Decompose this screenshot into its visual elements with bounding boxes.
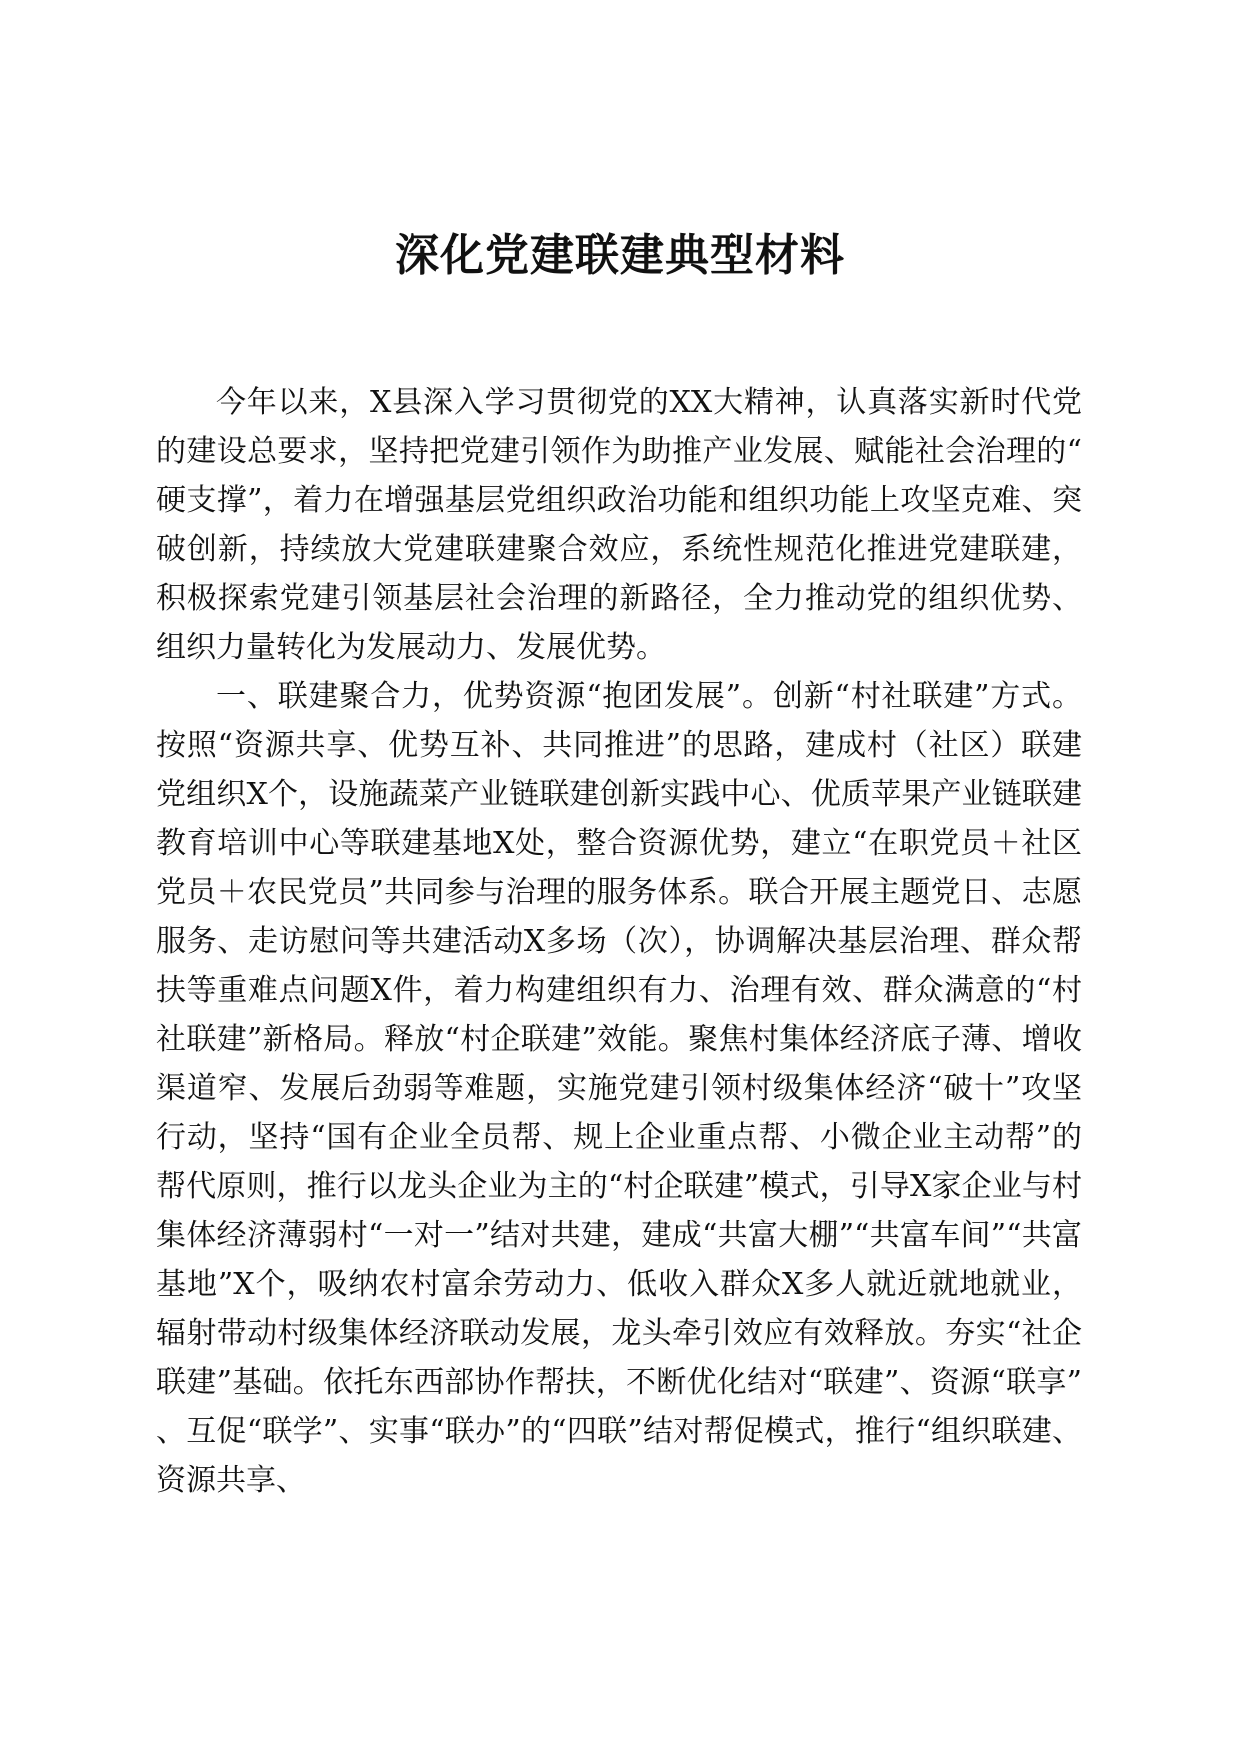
paragraph-intro: 今年以来，X县深入学习贯彻党的XX大精神，认真落实新时代党的建设总要求，坚持把党建引领作为助推产业发展、赋能社会治理的“硬支撑”，着力在增强基层党组织政治功能和组织功能上攻坚克难、突破创新，持续放大党建联建聚合效应，系统性规范化推进党建联建，积极探索党建引领基层社会治理的新路径，全力推动党的组织优势、组织力量转化为发展动力、发展优势。 — [156, 385, 1082, 665]
document-body — [156, 378, 1082, 1505]
document-title: 深化党建联建典型材料 — [395, 230, 845, 281]
paragraph-section-one: 一、联建聚合力，优势资源“抱团发展”。创新“村社联建”方式。按照“资源共享、优势互补、共同推进”的思路，建成村（社区）联建党组织X个，设施蔬菜产业链联建创新实践中心、优质苹果产业链联建教育培训中心等联建基地X处，整合资源优势，建立“在职党员＋社区党员＋农民党员”共同参与治理的服务体系。联合开展主题党日、志愿服务、走访慰问等共建活动X多场（次），协调解决基层治理、群众帮扶等重难点问题X件，着力构建组织有力、治理有效、群众满意的“村社联建”新格局。释放“村企联建”效能。聚焦村集体经济底子薄、增收渠道窄、发展后劲弱等难题，实施党建引领村级集体经济“破十”攻坚行动，坚持“国有企业全员帮、规上企业重点帮、小微企业主动帮”的帮代原则，推行以龙头企业为主的“村企联建”模式，引导X家企业与村集体经济薄弱村“一对一”结对共建，建成“共富大棚”“共富车间”“共富基地”X个，吸纳农村富余劳动力、低收入群众X多人就近就地就业，辐射带动村级集体经济联动发展，龙头牵引效应有效释放。夯实“社企联建”基础。依托东西部协作帮扶，不断优化结对“联建”、资源“联享”、互促“联学”、实事“联办”的“四联”结对帮促模式，推行“组织联建、资源共享、 — [156, 679, 1082, 1498]
